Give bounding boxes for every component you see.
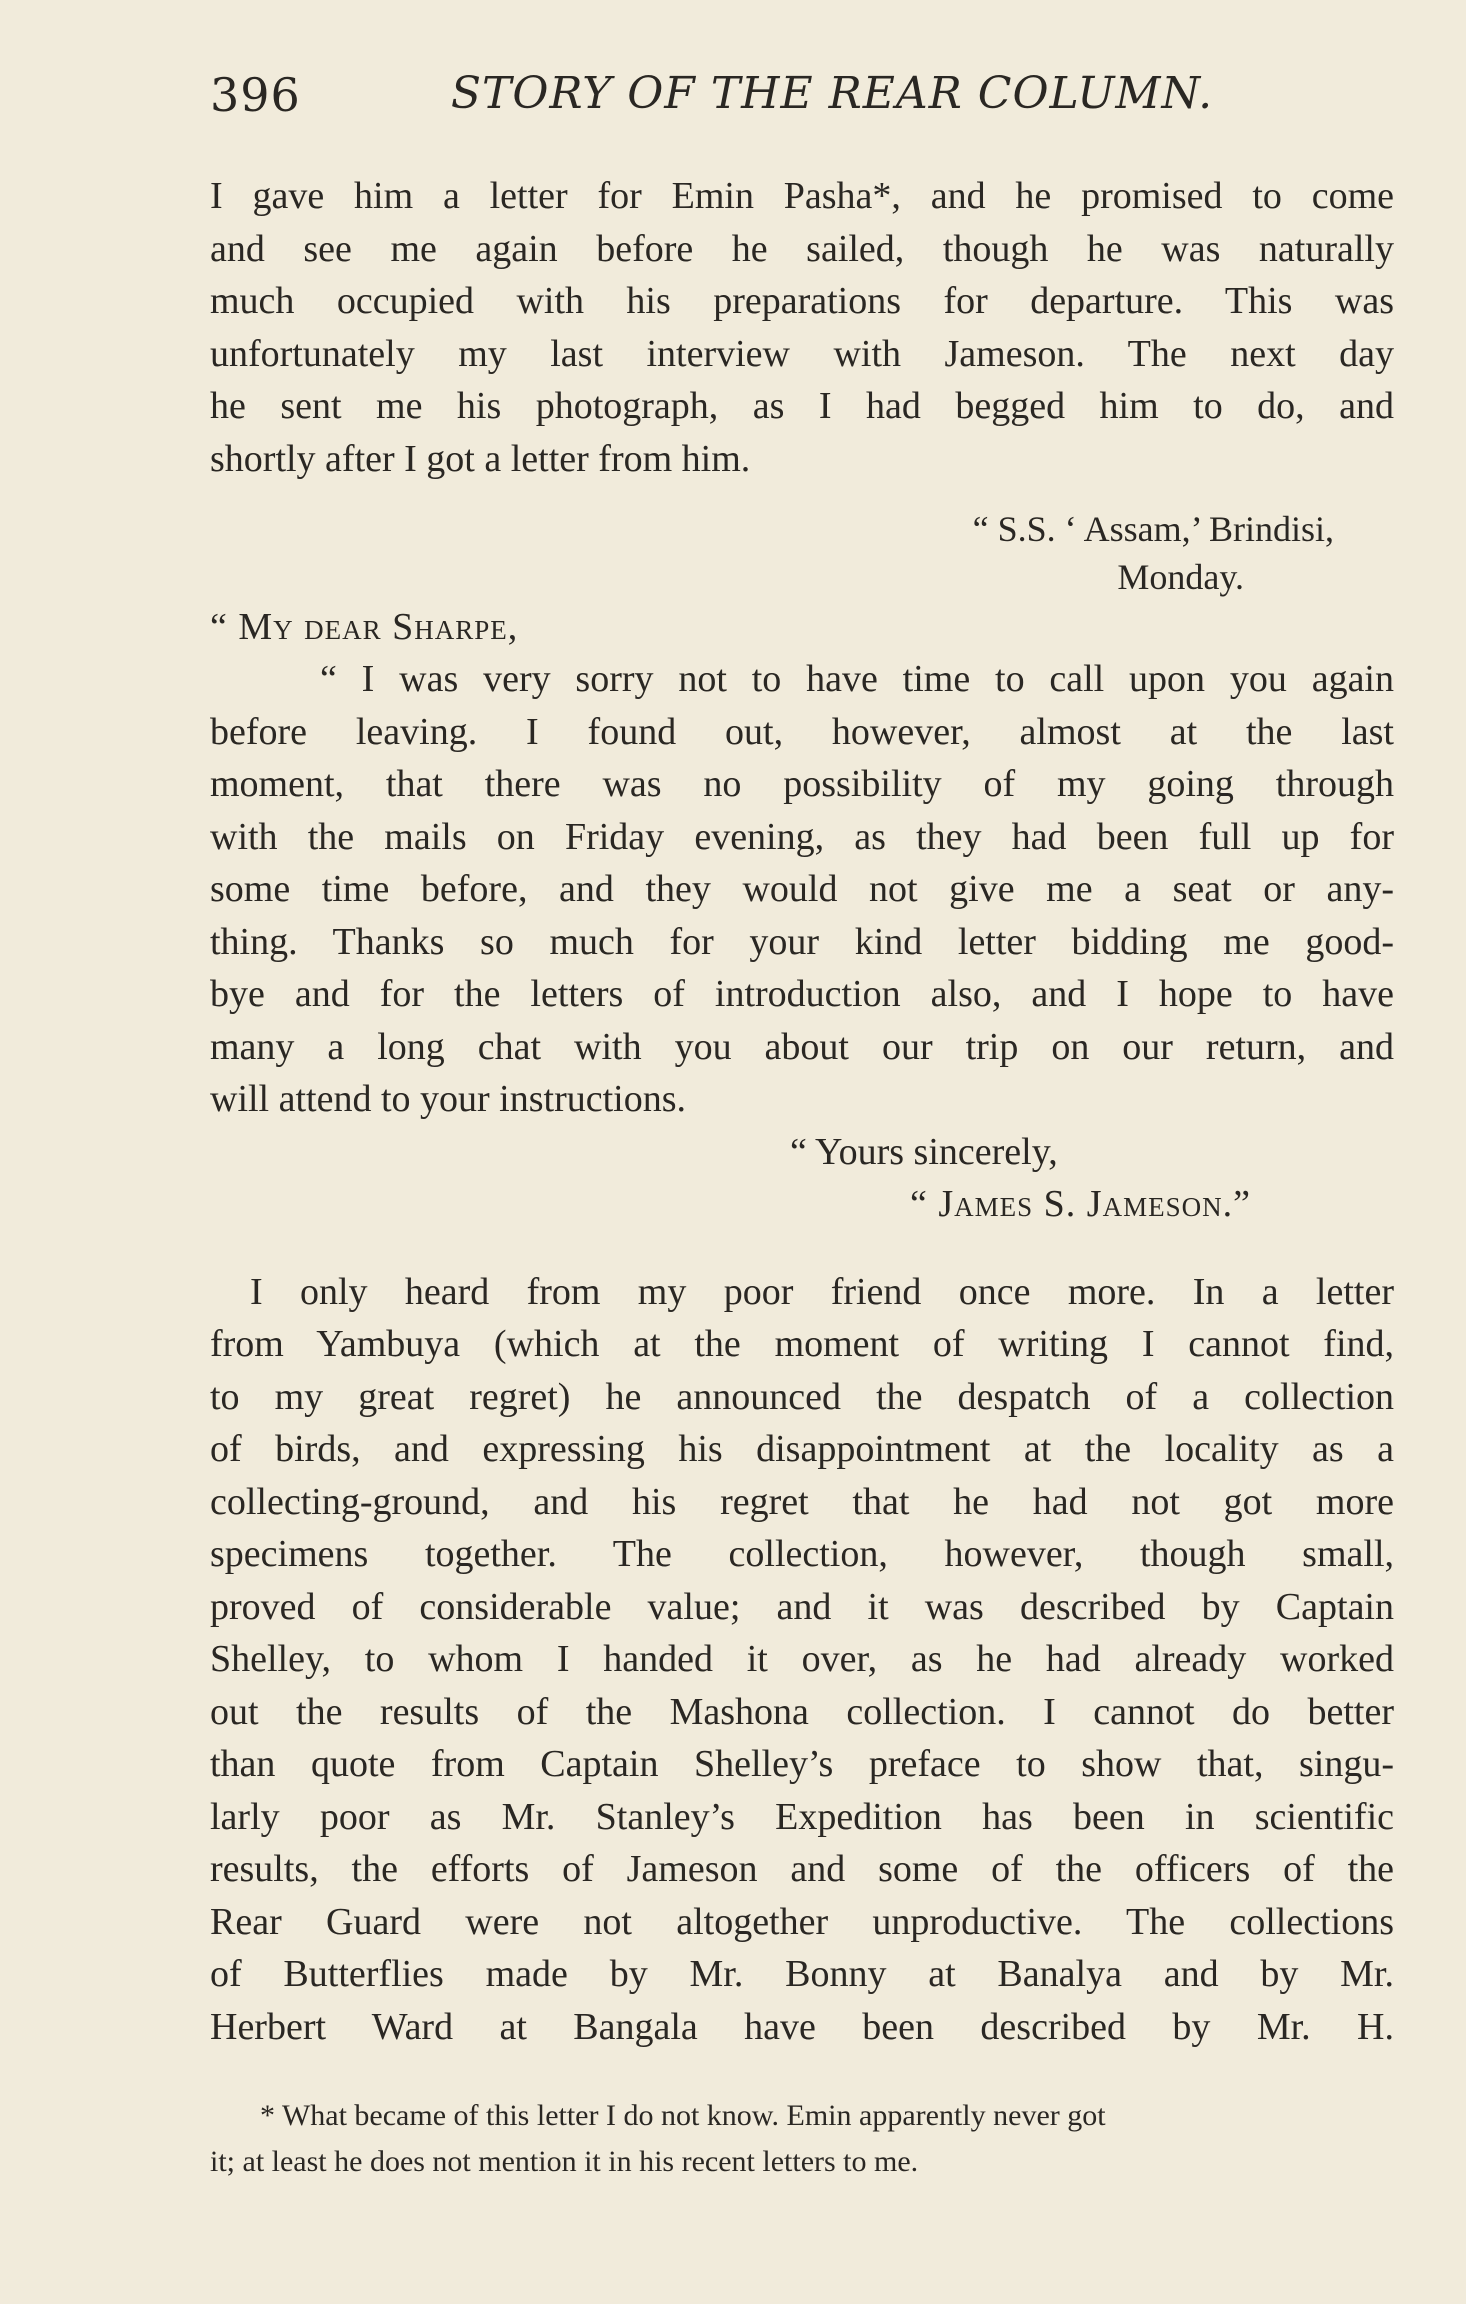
text-line: than quote from Captain Shelley’s preface to show that, singu- (210, 1743, 1394, 1785)
text-line: before leaving. I found out, however, almost at the last (210, 710, 1394, 753)
intro-paragraph (210, 170, 1394, 485)
text-line: I only heard from my poor friend once more. In a letter (250, 1270, 1394, 1313)
text-line: collecting-ground, and his regret that he had not got more (210, 1480, 1394, 1523)
footnote-line: it; at least he does not mention it in his recent letters to me. (210, 2145, 919, 2178)
text-line: moment, that there was no possibility of my going through (210, 763, 1394, 805)
running-title: STORY OF THE REAR COLUMN. (450, 68, 1214, 119)
text-line: Rear Guard were not altogether unproductive. The collections (210, 1900, 1394, 1943)
text-line: and see me again before he sailed, though he was naturally (210, 227, 1394, 270)
text-line: results, the efforts of Jameson and some of the officers of the (210, 1848, 1394, 1890)
text-line: out the results of the Mashona collection. I cannot do better (210, 1690, 1394, 1733)
letter-closing: “ Yours sincerely, (790, 1130, 1058, 1173)
page-header (210, 60, 1394, 130)
letter-address-line: “ S.S. ‘ Assam,’ Brindisi, (972, 509, 1334, 549)
text-line: larly poor as Mr. Stanley’s Expedition has been in scientific (210, 1795, 1394, 1838)
letter-salutation: “ My dear Sharpe, (210, 606, 519, 648)
text-line: many a long chat with you about our trip on our return, and (210, 1025, 1394, 1068)
text-line: specimens together. The collection, however, though small, (210, 1533, 1394, 1575)
text-line: of birds, and expressing his disappointment at the locality as a (210, 1428, 1394, 1470)
letter-signature: “ James S. Jameson.” (910, 1182, 1251, 1225)
text-line: he sent me his photograph, as I had begged him to do, and (210, 385, 1394, 427)
text-line: I gave him a letter for Emin Pasha*, and he promised to come (210, 175, 1394, 217)
book-page (210, 60, 1394, 2185)
footnote (210, 2093, 1394, 2185)
page-number: 396 (210, 68, 301, 122)
text-line: Herbert Ward at Bangala have been described by Mr. H. (210, 2005, 1394, 2048)
letter-body (210, 653, 1394, 1126)
text-line: bye and for the letters of introduction also, and I hope to have (210, 973, 1394, 1015)
text-line: from Yambuya (which at the moment of writing I cannot find, (210, 1323, 1394, 1365)
text-line: some time before, and they would not give me a seat or any- (210, 868, 1394, 910)
letter-date: Monday. (1117, 557, 1244, 597)
text-line: of Butterflies made by Mr. Bonny at Banalya and by Mr. (210, 1953, 1394, 1995)
text-line: “ I was very sorry not to have time to call upon you again (320, 658, 1394, 700)
text-line: thing. Thanks so much for your kind letter bidding me good- (210, 920, 1394, 963)
text-line: Shelley, to whom I handed it over, as he had already worked (210, 1638, 1394, 1680)
text-line: much occupied with his preparations for departure. This was (210, 280, 1394, 322)
text-line: with the mails on Friday evening, as they had been full up for (210, 815, 1394, 858)
text-line: unfortunately my last interview with Jameson. The next day (210, 332, 1394, 375)
text-line: will attend to your instructions. (210, 1078, 687, 1120)
text-line: shortly after I got a letter from him. (210, 437, 751, 480)
letter-address (210, 505, 1394, 601)
text-line: proved of considerable value; and it was described by Captain (210, 1585, 1394, 1628)
footnote-line: * What became of this letter I do not know. Emin apparently never got (260, 2099, 1106, 2132)
text-line: to my great regret) he announced the despatch of a collection (210, 1375, 1394, 1418)
second-paragraph (210, 1266, 1394, 2054)
